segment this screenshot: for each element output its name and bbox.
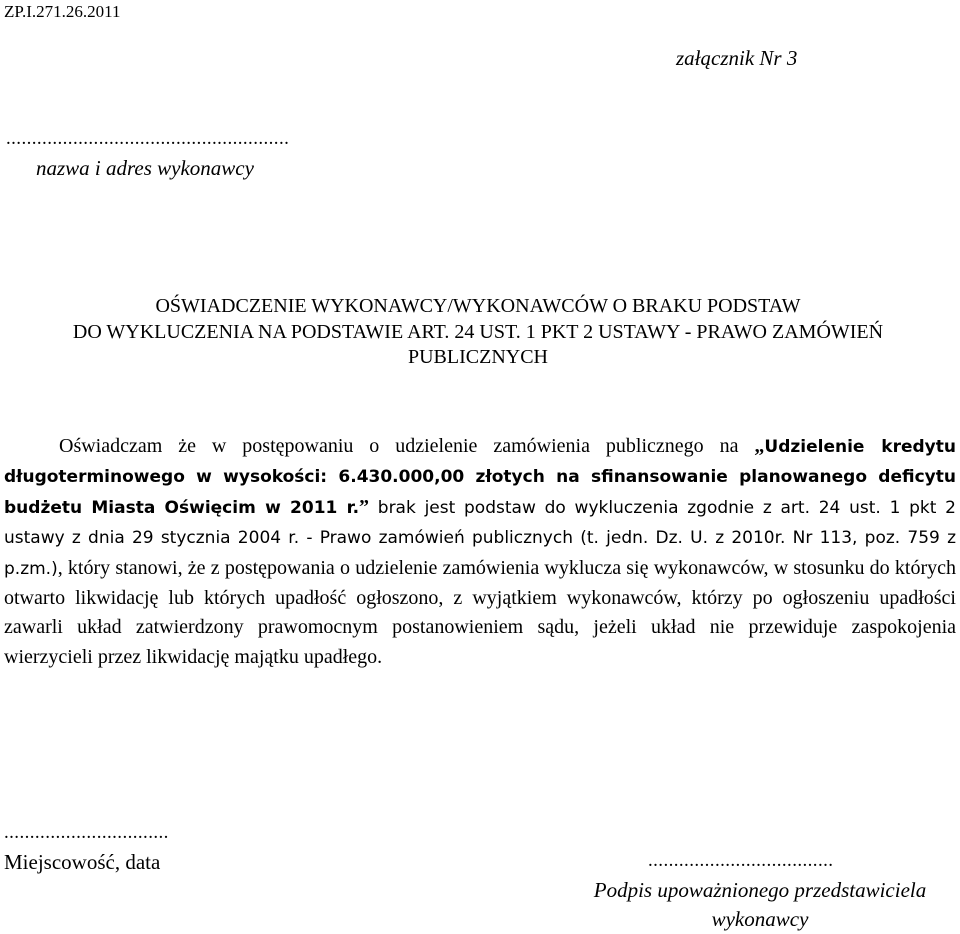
tender-subject: Udzielenie kredytu długoterminowego w wysokości: 6.430.000,00 złotych na sfinansowanie planowanego deficytu budżetu Miasta Oświęcim w 2011 r.	[4, 437, 956, 518]
declaration-body	[4, 432, 956, 672]
declaration-paragraph	[4, 432, 956, 672]
quote-open: „	[754, 435, 765, 457]
title-line-1: OŚWIADCZENIE WYKONAWCY/WYKONAWCÓW O BRAKU PODSTAW	[155, 295, 801, 317]
legal-clause-text: , który stanowi, że z postępowania o udzielenie zamówienia wyklucza się wykonawców, w stosunku do których otwarto likwidację lub których upadłość ogłoszono, z wyjątkiem wykonawców, którzy po ogłoszeniu upadłości zawarli układ zatwierdzony prawomocnym postanowieniem sądu, jeżeli układ nie przewiduje zaspokojenia wierzycieli przez likwidację majątku upadłego.	[4, 556, 956, 668]
title-line-3: PUBLICZNYCH	[407, 346, 548, 368]
title-line-2: DO WYKLUCZENIA NA PODSTAWIE ART. 24 UST. 1 PKT 2 USTAWY - PRAWO ZAMÓWIEŃ	[72, 320, 884, 343]
document-title	[0, 294, 956, 371]
contractor-dotted-line: .......................................................	[6, 128, 290, 149]
signature-label-line-2: wykonawcy	[711, 907, 809, 931]
annex-label: załącznik Nr 3	[676, 46, 798, 70]
quote-close: ”	[359, 495, 370, 518]
contractor-name-address-label: nazwa i adres wykonawcy	[36, 156, 254, 180]
place-date-label: Miejscowość, data	[4, 850, 161, 874]
reference-number: ZP.I.271.26.2011	[4, 2, 121, 21]
legal-statement: brak jest podstaw do wykluczenia zgodnie z art. 24 ust. 1 pkt 2 ustawy z dnia 29 stycznia 2004 r. - Prawo zamówień publicznych (t. jedn. Dz. U. z 2010r. Nr 113, poz. 759 z p.zm.)	[4, 497, 956, 579]
signature-label-line-1: Podpis upoważnionego przedstawiciela	[593, 878, 927, 902]
declaration-intro: Oświadczam że w postępowaniu o udzielenie zamówienia publicznego na	[59, 435, 755, 457]
signature-dotted-line: ....................................	[648, 850, 834, 871]
signature-label	[560, 876, 960, 934]
place-date-dotted-line: ................................	[4, 822, 169, 843]
